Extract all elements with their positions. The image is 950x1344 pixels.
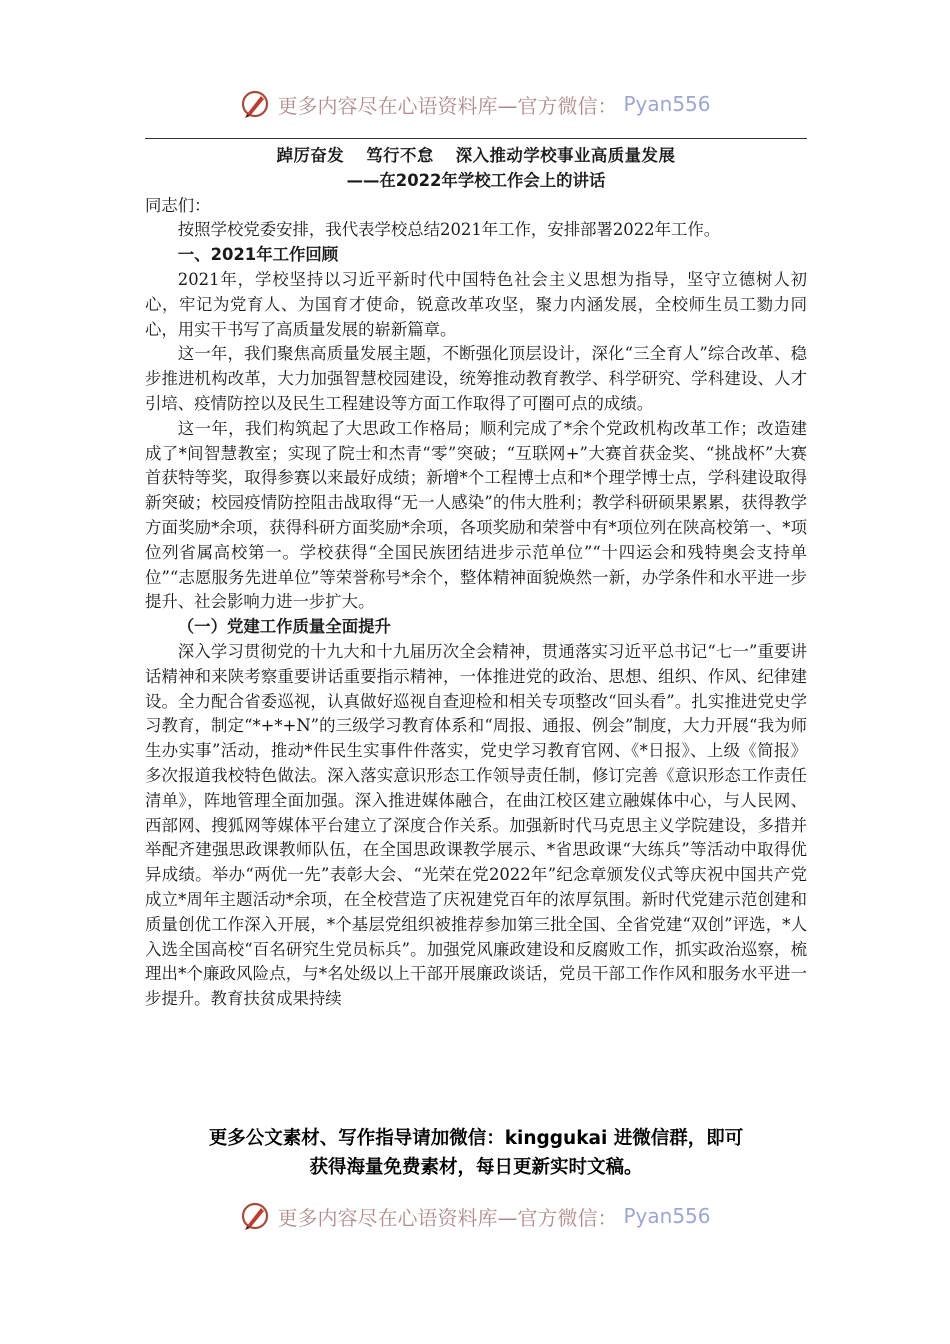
- paragraph: 2021年，学校坚持以习近平新时代中国特色社会主义思想为指导，坚守立德树人初心，牢记为党育人、为国育才使命，锐意改革攻坚，聚力内涵发展，全校师生员工勠力同心，用实干书写了高质量发展的崭新篇章。: [145, 269, 807, 339]
- title-part: 深入推动学校事业高质量发展: [455, 146, 676, 165]
- page-title: [145, 144, 807, 169]
- paragraph-intro: 按照学校党委安排，我代表学校总结2021年工作，安排部署2022年工作。: [177, 220, 721, 240]
- document-body: [145, 144, 807, 1012]
- footer-banner: [0, 1200, 950, 1237]
- banner-handle: Pyan556: [623, 1204, 711, 1228]
- header-banner: [0, 88, 950, 125]
- paragraph: 这一年，我们聚焦高质量发展主题，不断强化顶层设计，深化“三全育人”综合改革、稳步推进机构改革，大力加强智慧校园建设，统筹推动教育教学、科学研究、学科建设、人才引培、疫情防控以及民生工程建设等方面工作取得了可圈可点的成绩。: [145, 344, 807, 413]
- banner-handle: Pyan556: [623, 92, 711, 116]
- title-part: 笃行不怠: [366, 146, 434, 165]
- paragraph: 这一年，我们构筑起了大思政工作格局；顺利完成了*余个党政机构改革工作；改造建成了*间智慧教室；实现了院士和杰青“零”突破；“互联网+”大赛首获金奖、“挑战杯”大赛首获特等奖，取得参赛以来最好成绩；新增*个工程博士点和*个理学博士点，学科建设取得新突破；校园疫情防控阻击战取得“无一人感染”的伟大胜利；教学科研硕果累累，获得教学方面奖励*余项，获得科研方面奖励*余项，各项奖励和荣誉中有*项位列在陕高校第一、*项位列省属高校第一。学校获得“全国民族团结进步示范单位”“十四运会和残特奥会支持单位”“志愿服务先进单位”等荣誉称号*余个，整体精神面貌焕然一新，办学条件和水平进一步提升、社会影响力进一步扩大。: [145, 418, 807, 612]
- header-rule: [145, 138, 807, 139]
- paragraph: 深入学习贯彻党的十九大和十九届历次全会精神，贯通落实习近平总书记“七一”重要讲话精神和来陕考察重要讲话重要指示精神，一体推进党的政治、思想、组织、作风、纪律建设。全力配合省委巡视，认真做好巡视自查迎检和相关专项整改“回头看”。扎实推进党史学习教育，制定“*+*+N”的三级学习教育体系和“周报、通报、例会”制度，大力开展“我为师生办实事”活动，推动*件民生实事件件落实，党史学习教育官网、《*日报》、上级《简报》多次报道我校特色做法。深入落实意识形态工作领导责任制，修订完善《意识形态工作责任清单》，阵地管理全面加强。深入推进媒体融合，在曲江校区建立融媒体中心，与人民网、西部网、搜狐网等媒体平台建立了深度合作关系。加强新时代马克思主义学院建设，多措并举配齐建强思政课教师队伍，在全国思政课教学展示、*省思政课“大练兵”等活动中取得优异成绩。举办“两优一先”表彰大会、“光荣在党2022年”纪念章颁发仪式等庆祝中国共产党成立*周年主题活动*余项，在全校营造了庆祝建党百年的浓厚氛围。新时代党建示范创建和质量创优工作深入开展，*个基层党组织被推荐参加第三批全国、全省党建“双创”评选，*人入选全国高校“百名研究生党员标兵”。加强党风廉政建设和反腐败工作，抓实政治巡察，梳理出*个廉政风险点，与*名处级以上干部开展廉政谈话，党员干部工作作风和服务水平进一步提升。教育扶贫成果持续: [145, 641, 807, 1009]
- promo-notice: [145, 1124, 807, 1182]
- banner-text: 更多内容尽在心语资料库—官方微信：: [277, 1205, 618, 1230]
- title-part: 踔厉奋发: [276, 146, 345, 165]
- pen-logo-icon: [239, 88, 271, 120]
- promo-line: 获得海量免费素材，每日更新实时文稿。: [309, 1157, 643, 1178]
- salutation: 同志们：: [145, 195, 211, 215]
- section-heading: 一、2021年工作回顾: [177, 245, 339, 265]
- subsection-heading: （一）党建工作质量全面提升: [177, 617, 391, 637]
- promo-line: 更多公文素材、写作指导请加微信：kinggukai 进微信群，即可: [208, 1128, 744, 1149]
- banner-text: 更多内容尽在心语资料库—官方微信：: [277, 93, 618, 118]
- page-subtitle: ——在2022年学校工作会上的讲话: [346, 170, 606, 190]
- pen-logo-icon: [239, 1200, 271, 1232]
